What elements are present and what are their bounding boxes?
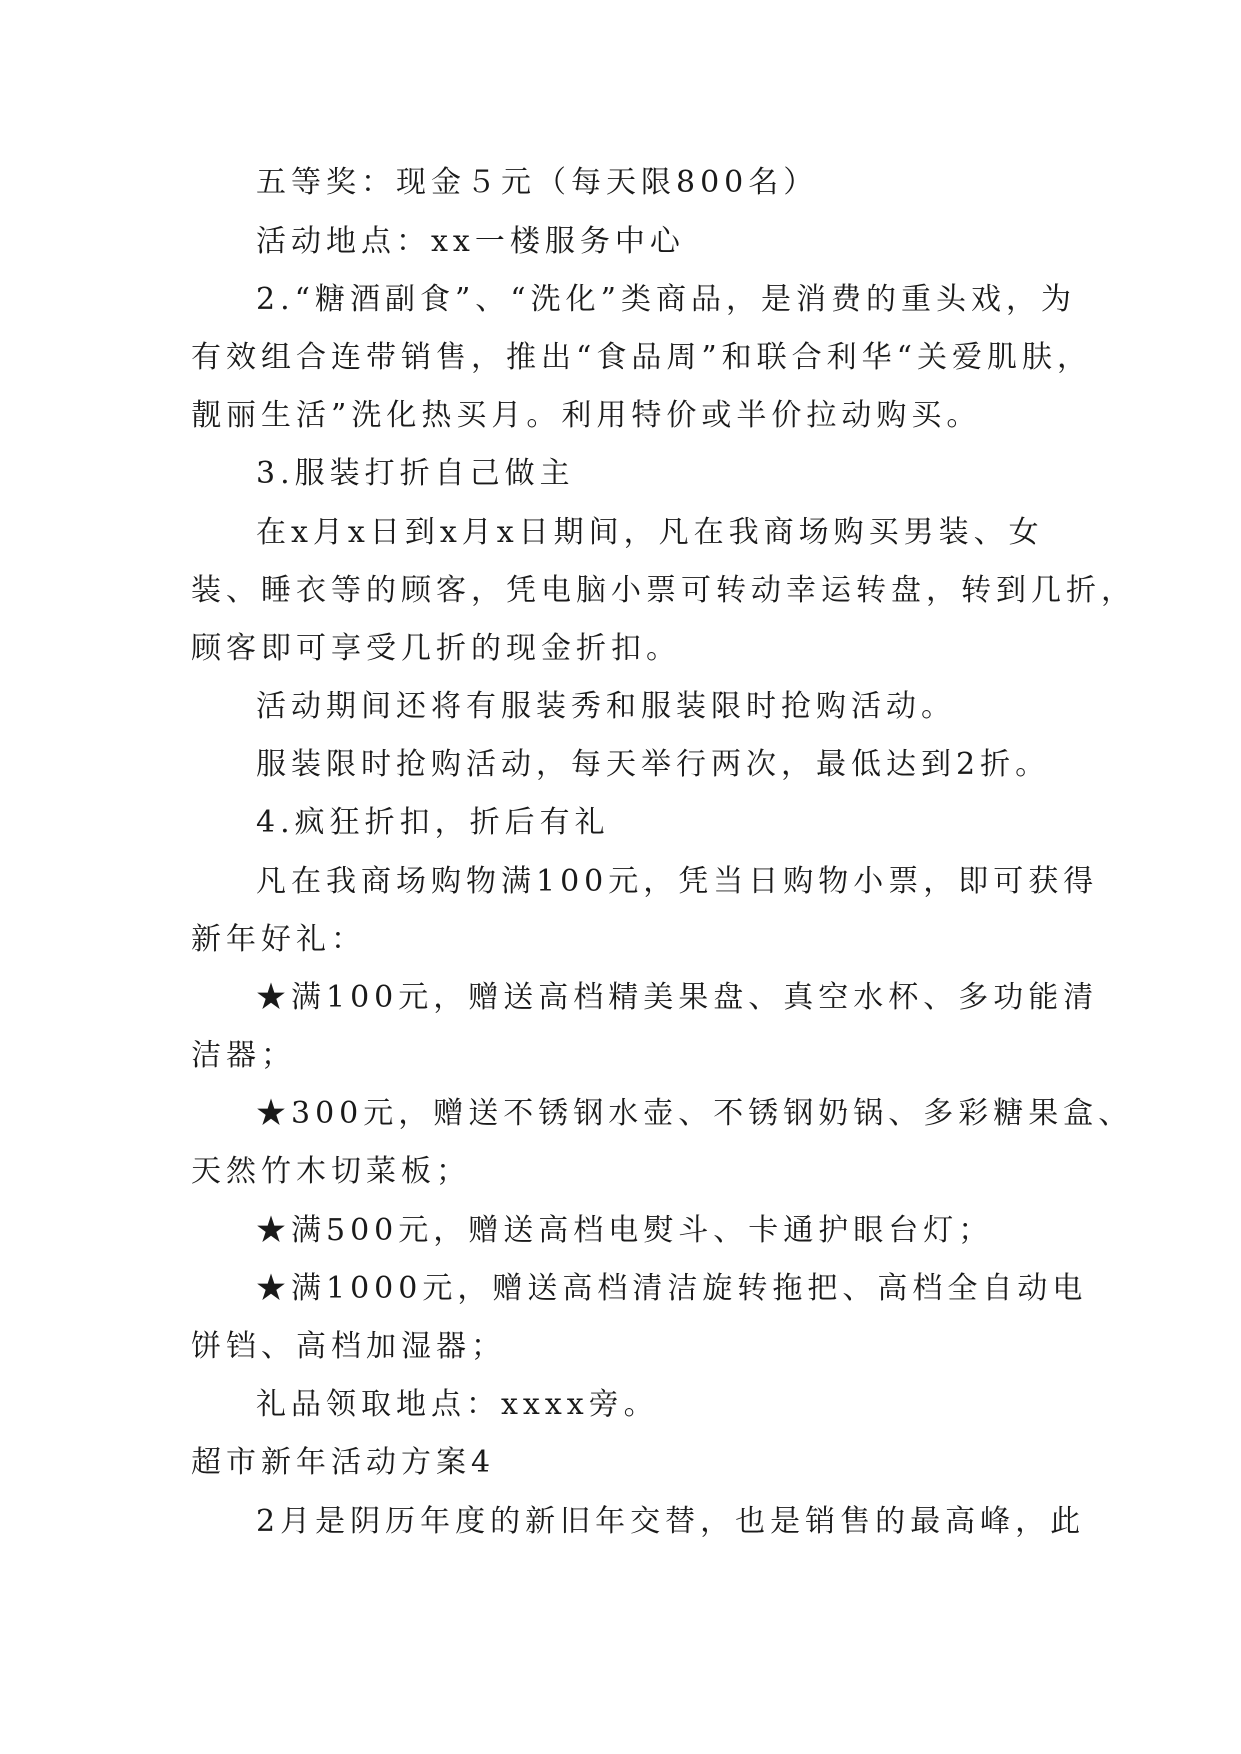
- paragraph-line: 新年好礼：: [191, 922, 366, 957]
- gift-tier-line: 饼铛、高档加湿器；: [191, 1329, 506, 1364]
- paragraph-line: 活动期间还将有服装秀和服装限时抢购活动。: [256, 689, 956, 724]
- paragraph-line: 服装限时抢购活动，每天举行两次，最低达到2折。: [256, 747, 1051, 782]
- paragraph-line: 有效组合连带销售，推出“食品周”和联合利华“关爱肌肤，: [191, 340, 1093, 375]
- paragraph-line: 凡在我商场购物满100元，凭当日购物小票，即可获得: [256, 864, 1099, 899]
- gift-tier-line: ★满500元，赠送高档电熨斗、卡通护眼台灯；: [256, 1213, 994, 1248]
- paragraph-line: 靓丽生活”洗化热买月。利用特价或半价拉动购买。: [191, 398, 982, 433]
- paragraph-line: 顾客即可享受几折的现金折扣。: [191, 631, 681, 666]
- paragraph-line: 2.“糖酒副食”、“洗化”类商品，是消费的重头戏，为: [256, 282, 1076, 317]
- venue-line: 活动地点：xx一楼服务中心: [256, 224, 685, 259]
- section-heading: 4.疯狂折扣，折后有礼: [256, 805, 610, 840]
- gift-tier-line: ★300元，赠送不锈钢水壶、不锈钢奶锅、多彩糖果盒、: [256, 1096, 1134, 1131]
- paragraph-line: 装、睡衣等的顾客，凭电脑小票可转动幸运转盘，转到几折，: [191, 573, 1136, 608]
- section-heading: 3.服装打折自己做主: [256, 456, 575, 491]
- plan-title: 超市新年活动方案4: [191, 1445, 496, 1480]
- pickup-location-line: 礼品领取地点：xxxx旁。: [256, 1387, 659, 1422]
- gift-tier-line: 天然竹木切菜板；: [191, 1154, 471, 1189]
- paragraph-line: 2月是阴历年度的新旧年交替，也是销售的最高峰，此: [256, 1504, 1086, 1539]
- gift-tier-line: 洁器；: [191, 1038, 296, 1073]
- prize-fifth-line: 五等奖：现金５元（每天限800名）: [256, 165, 819, 200]
- gift-tier-line: ★满100元，赠送高档精美果盘、真空水杯、多功能清: [256, 980, 1099, 1015]
- paragraph-line: 在x月x日到x月x日期间，凡在我商场购买男装、女: [256, 515, 1044, 550]
- gift-tier-line: ★满1000元，赠送高档清洁旋转拖把、高档全自动电: [256, 1271, 1088, 1306]
